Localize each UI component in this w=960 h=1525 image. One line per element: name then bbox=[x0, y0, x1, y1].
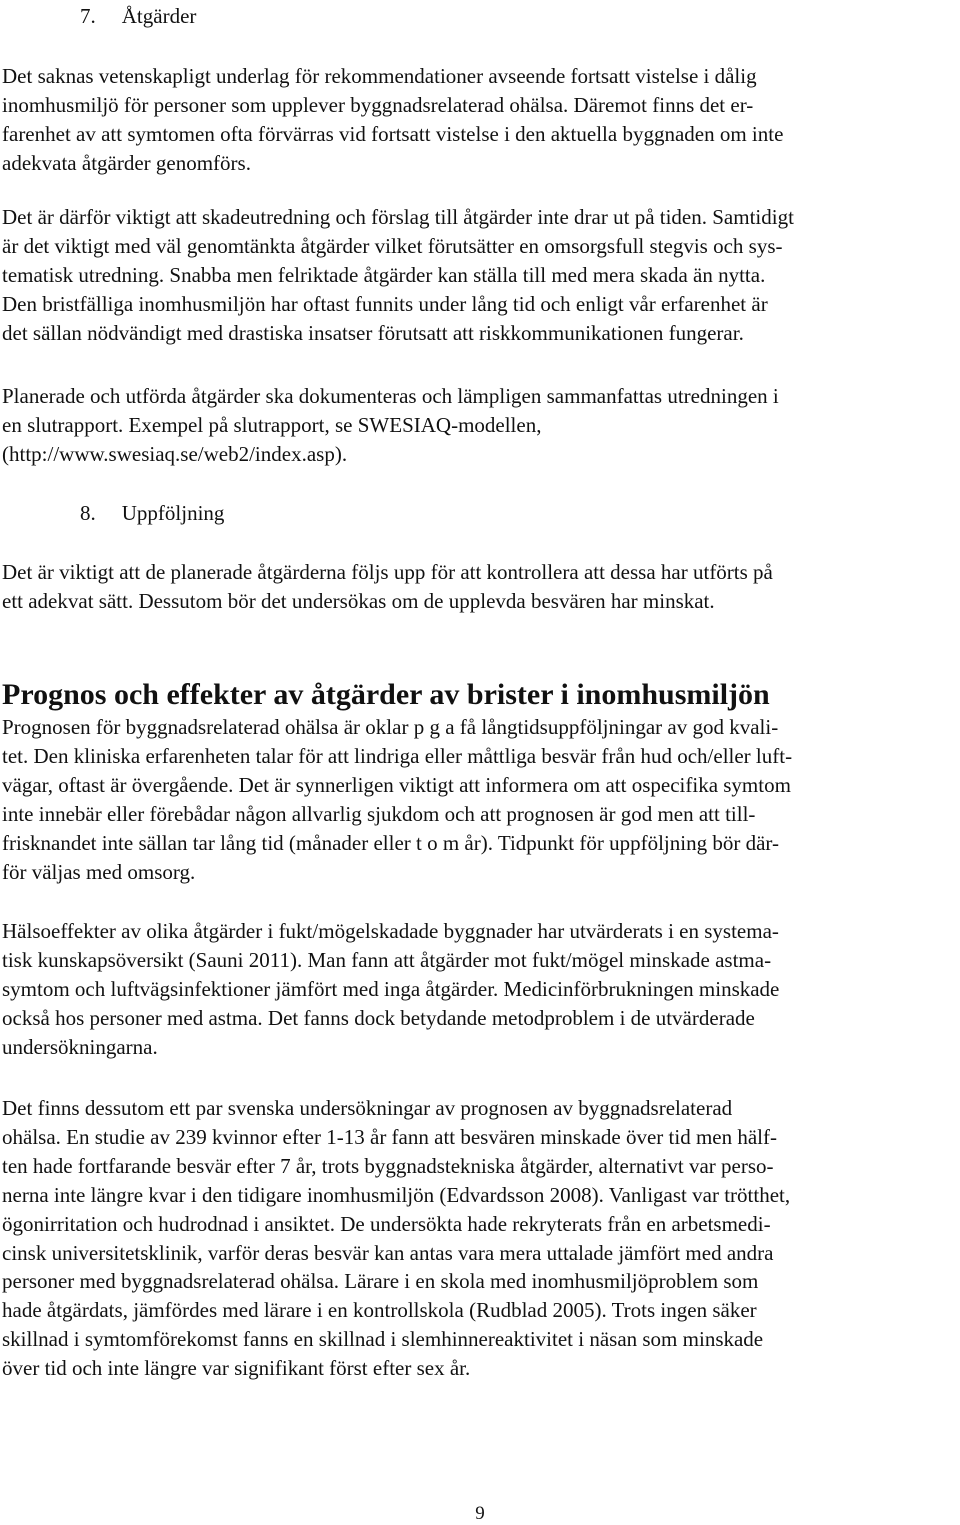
text-line: adekvata åtgärder genomförs. bbox=[2, 150, 251, 175]
text-line: ten hade fortfarande besvär efter 7 år, trots byggnadstekniska åtgärder, alternativt var perso- bbox=[2, 1153, 774, 1178]
text-line: personer med byggnadsrelaterad ohälsa. Lärare i en skola med inomhusmiljöproblem som bbox=[2, 1269, 759, 1294]
text-line: tematisk utredning. Snabba men felriktade åtgärder kan ställa till med mera skada än nytta. bbox=[2, 262, 766, 287]
text-line: det sällan nödvändigt med drastiska insatser förutsatt att riskkommunikationen fungerar. bbox=[2, 320, 744, 345]
text-line: Den bristfälliga inomhusmiljön har oftast funnits under lång tid och enligt vår erfarenhet är bbox=[2, 291, 768, 316]
text-line: skillnad i symtomförekomst fanns en skillnad i slemhinnereaktivitet i näsan som minskade bbox=[2, 1327, 764, 1352]
section-7-paragraph-3 bbox=[2, 382, 958, 469]
text-line: en slutrapport. Exempel på slutrapport, se SWESIAQ-modellen, bbox=[2, 412, 542, 437]
prognos-paragraph-2 bbox=[2, 917, 958, 1062]
text-line: inte innebär eller förebådar någon allvarlig sjukdom och att prognosen är god men att till- bbox=[2, 801, 756, 826]
text-line: undersökningarna. bbox=[2, 1034, 158, 1059]
text-line: ohälsa. En studie av 239 kvinnor efter 1-13 år fann att besvären minskade över tid men hälf- bbox=[2, 1124, 778, 1149]
section-8-heading bbox=[80, 499, 224, 527]
section-8-number: 8. bbox=[80, 501, 96, 525]
text-line: nerna inte längre kvar i den tidigare inomhusmiljön (Edvardsson 2008). Vanligast var trötthet, bbox=[2, 1182, 791, 1207]
text-line: över tid och inte längre var signifikant först efter sex år. bbox=[2, 1356, 471, 1381]
section-7-title: Åtgärder bbox=[121, 4, 197, 28]
text-line: Planerade och utförda åtgärder ska dokumenteras och lämpligen sammanfattas utredningen i bbox=[2, 384, 779, 408]
text-line: symtom och luftvägsinfektioner jämfört med inga åtgärder. Medicinförbrukningen minskade bbox=[2, 976, 780, 1001]
text-line: också hos personer med astma. Det fanns dock betydande metodproblem i de utvärderade bbox=[2, 1005, 755, 1030]
text-line: Det finns dessutom ett par svenska undersökningar av prognosen av byggnadsrelaterad bbox=[2, 1096, 733, 1120]
text-line: ett adekvat sätt. Dessutom bör det undersökas om de upplevda besvären har minskat. bbox=[2, 588, 715, 613]
text-line: Hälsoeffekter av olika åtgärder i fukt/mögelskadade byggnader har utvärderats i en systema- bbox=[2, 919, 779, 943]
text-line: frisknandet inte sällan tar lång tid (månader eller t o m år). Tidpunkt för uppföljning bör där- bbox=[2, 830, 779, 855]
section-8-paragraph-1 bbox=[2, 558, 958, 616]
text-line: Det saknas vetenskapligt underlag för rekommendationer avseende fortsatt vistelse i dålig bbox=[2, 64, 757, 88]
text-line: Prognosen för byggnadsrelaterad ohälsa är oklar p g a få långtidsuppföljningar av god kvali- bbox=[2, 715, 779, 739]
text-line: ögonirritation och hudrodnad i ansiktet. De undersökta hade rekryterats från en arbetsmedi- bbox=[2, 1211, 771, 1236]
section-7-paragraph-1 bbox=[2, 62, 958, 178]
prognos-paragraph-1 bbox=[2, 713, 958, 886]
text-line: vägar, oftast är övergående. Det är synnerligen viktigt att informera om att ospecifika symtom bbox=[2, 772, 791, 797]
text-line: Det är därför viktigt att skadeutredning och förslag till åtgärder inte drar ut på tiden. Samtidigt bbox=[2, 205, 794, 229]
section-7-paragraph-2 bbox=[2, 203, 958, 348]
text-line: farenhet av att symtomen ofta förvärras vid fortsatt vistelse i den aktuella byggnaden om inte bbox=[2, 121, 784, 146]
text-line: cinsk universitetsklinik, varför deras besvär kan antas vara mera uttalade jämfört med andra bbox=[2, 1240, 774, 1265]
text-line: är det viktigt med väl genomtänkta åtgärder vilket förutsätter en omsorgsfull stegvis och sys- bbox=[2, 233, 783, 258]
text-line: tisk kunskapsöversikt (Sauni 2011). Man fann att åtgärder mot fukt/mögel minskade astma- bbox=[2, 947, 772, 972]
text-line: för väljas med omsorg. bbox=[2, 859, 196, 884]
text-line: (http://www.swesiaq.se/web2/index.asp). bbox=[2, 441, 348, 466]
prognos-paragraph-3 bbox=[2, 1094, 958, 1383]
section-8-title: Uppföljning bbox=[121, 501, 225, 525]
text-line: inomhusmiljö för personer som upplever byggnadsrelaterad ohälsa. Däremot finns det er- bbox=[2, 92, 754, 117]
section-7-heading bbox=[80, 2, 196, 30]
section-7-number: 7. bbox=[80, 4, 96, 28]
prognos-heading: Prognos och effekter av åtgärder av brister i inomhusmiljön bbox=[2, 678, 770, 711]
text-line: tet. Den kliniska erfarenheten talar för att lindriga eller måttliga besvär från hud och/eller luft- bbox=[2, 743, 793, 768]
text-line: Det är viktigt att de planerade åtgärderna följs upp för att kontrollera att dessa har utförts på bbox=[2, 560, 773, 584]
text-line: hade åtgärdats, jämfördes med lärare i en kontrollskola (Rudblad 2005). Trots ingen säker bbox=[2, 1298, 757, 1323]
page-number: 9 bbox=[475, 1503, 485, 1524]
